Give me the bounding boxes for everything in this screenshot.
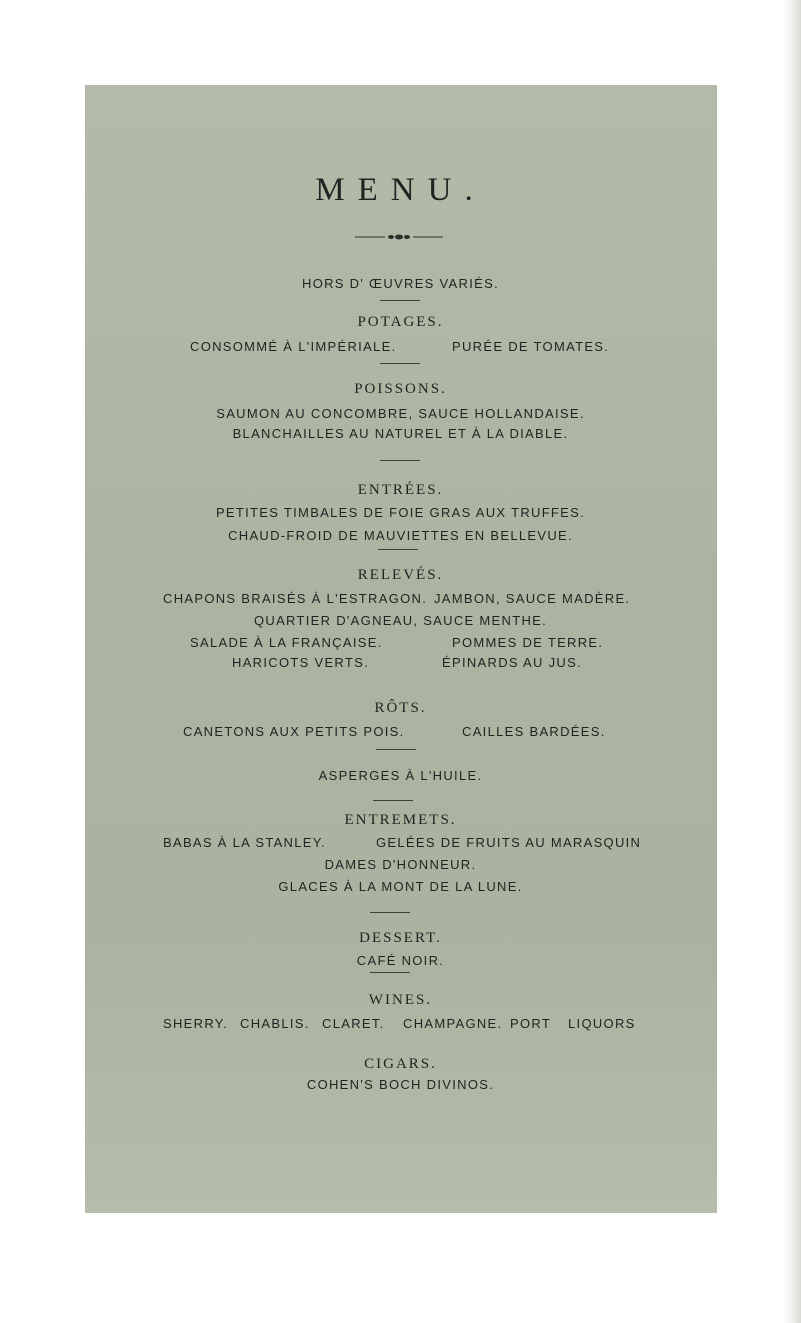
rots-item: CANETONS AUX PETITS POIS. bbox=[183, 724, 405, 739]
divider bbox=[380, 363, 420, 364]
divider bbox=[376, 749, 416, 750]
section-heading-rots: RÔTS. bbox=[374, 700, 427, 716]
section-heading-cigars: CIGARS. bbox=[364, 1056, 437, 1072]
releves-item: POMMES DE TERRE. bbox=[452, 635, 604, 650]
section-heading-entremets: ENTREMETS. bbox=[344, 812, 457, 828]
wine-item: PORT bbox=[510, 1016, 552, 1031]
divider bbox=[380, 300, 420, 301]
wine-item: CHABLIS. bbox=[240, 1016, 310, 1031]
ornament-flourish-icon bbox=[355, 232, 443, 242]
section-heading-dessert: DESSERT. bbox=[359, 930, 442, 946]
wine-item: SHERRY. bbox=[163, 1016, 228, 1031]
potages-item: CONSOMMÉ À L'IMPÉRIALE. bbox=[190, 339, 397, 354]
potages-item: PURÉE DE TOMATES. bbox=[452, 339, 610, 354]
dessert-item: CAFÉ NOIR. bbox=[356, 953, 445, 968]
entrees-item: CHAUD-FROID DE MAUVIETTES EN BELLEVUE. bbox=[228, 528, 573, 543]
section-heading-wines: WINES. bbox=[368, 992, 433, 1008]
releves-item: CHAPONS BRAISÉS À L'ESTRAGON. bbox=[163, 591, 428, 606]
releves-item: SALADE À LA FRANÇAISE. bbox=[190, 635, 383, 650]
divider bbox=[380, 460, 420, 461]
releves-item: QUARTIER D'AGNEAU, SAUCE MENTHE. bbox=[253, 613, 548, 628]
hors-doeuvres: HORS D' ŒUVRES VARIÉS. bbox=[302, 276, 499, 291]
entremets-item: GLACES À LA MONT DE LA LUNE. bbox=[278, 879, 523, 894]
entremets-item: BABAS À LA STANLEY. bbox=[163, 835, 326, 850]
section-heading-poissons: POISSONS. bbox=[354, 381, 447, 397]
section-heading-potages: POTAGES. bbox=[357, 314, 444, 330]
poissons-item: BLANCHAILLES AU NATUREL ET À LA DIABLE. bbox=[232, 426, 569, 441]
entrees-item: PETITES TIMBALES DE FOIE GRAS AUX TRUFFES. bbox=[215, 505, 586, 520]
cigars-item: COHEN'S BOCH DIVINOS. bbox=[306, 1077, 495, 1092]
section-heading-entrees: ENTRÉES. bbox=[357, 482, 444, 498]
divider bbox=[373, 800, 413, 801]
releves-item: JAMBON, SAUCE MADÈRE. bbox=[434, 591, 631, 606]
entremets-item: GELÉES DE FRUITS AU MARASQUIN bbox=[376, 835, 642, 850]
wine-item: LIQUORS bbox=[568, 1016, 636, 1031]
releves-item: ÉPINARDS AU JUS. bbox=[442, 655, 582, 670]
divider bbox=[370, 972, 410, 973]
divider bbox=[370, 912, 410, 913]
section-heading-releves: RELEVÉS. bbox=[357, 567, 444, 583]
divider bbox=[378, 549, 418, 550]
releves-item: HARICOTS VERTS. bbox=[232, 655, 370, 670]
poissons-item: SAUMON AU CONCOMBRE, SAUCE HOLLANDAISE. bbox=[216, 406, 585, 421]
wine-item: CLARET. bbox=[322, 1016, 385, 1031]
rots-item: CAILLES BARDÉES. bbox=[462, 724, 606, 739]
menu-card bbox=[85, 85, 717, 1213]
menu-title: MENU. bbox=[315, 172, 486, 208]
entremets-item: DAMES D'HONNEUR. bbox=[324, 857, 477, 872]
wine-item: CHAMPAGNE. bbox=[403, 1016, 503, 1031]
asperges: ASPERGES À L'HUILE. bbox=[318, 768, 483, 783]
